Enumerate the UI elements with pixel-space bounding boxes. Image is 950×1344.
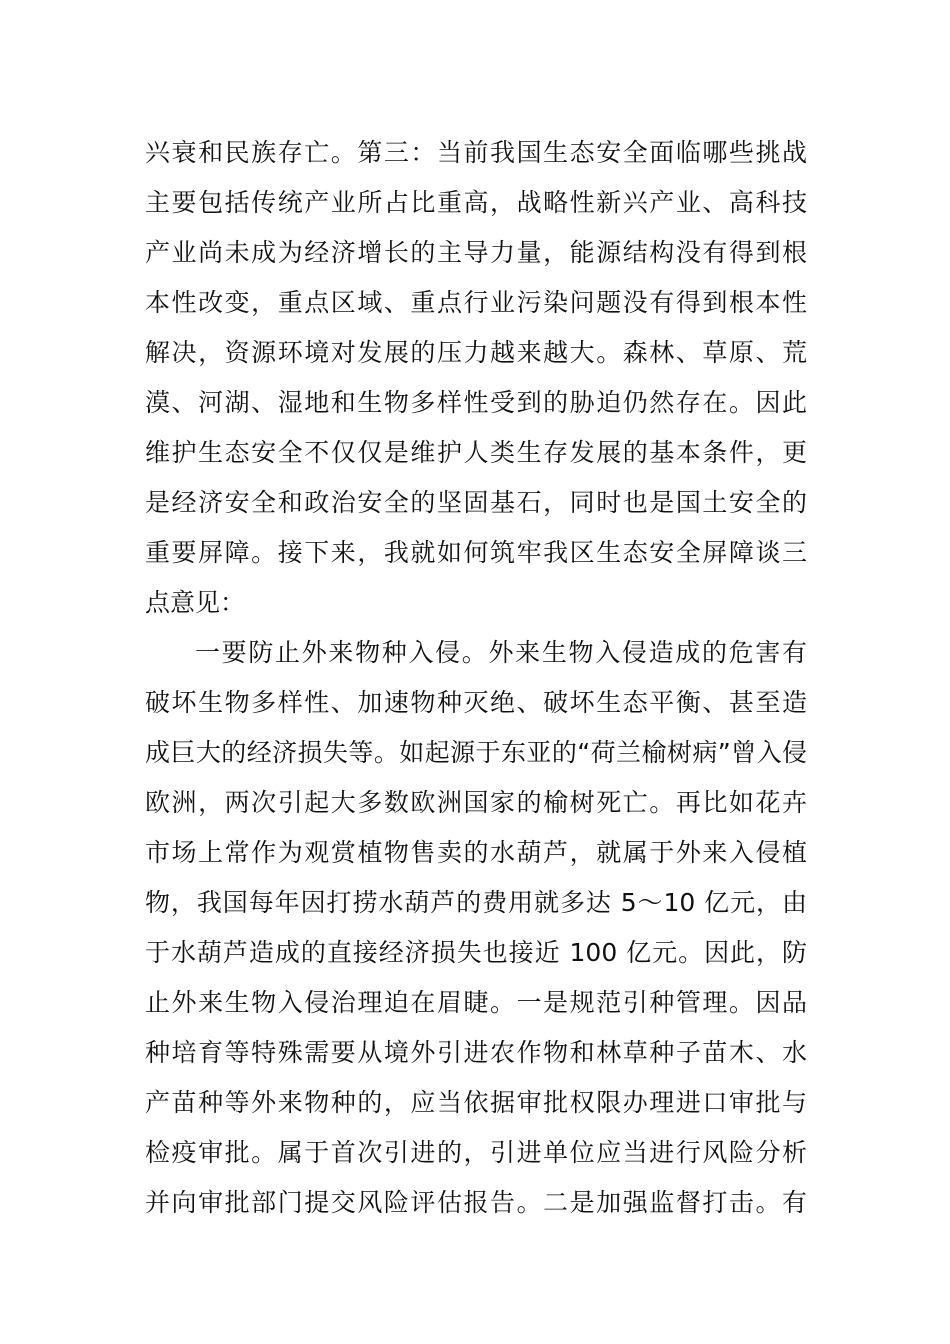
text-line: 产业尚未成为经济增长的主导力量，能源结构没有得到根 — [145, 238, 807, 267]
text-line: 本性改变，重点区域、重点行业污染问题没有得到根本性 — [145, 288, 807, 317]
text-line: 成巨大的经济损失等。如起源于东亚的“荷兰榆树病”曾入侵 — [145, 738, 807, 767]
text-line: 主要包括传统产业所占比重高，战略性新兴产业、高科技 — [145, 188, 807, 217]
text-line: 破坏生物多样性、加速物种灭绝、破坏生态平衡、甚至造 — [145, 688, 807, 717]
text-line: 市场上常作为观赏植物售卖的水葫芦，就属于外来入侵植 — [145, 838, 807, 867]
text-line: 于水葫芦造成的直接经济损失也接近 100 亿元。因此，防 — [145, 938, 807, 967]
text-line: 维护生态安全不仅仅是维护人类生存发展的基本条件，更 — [145, 438, 807, 467]
text-line: 重要屏障。接下来，我就如何筑牢我区生态安全屏障谈三 — [145, 538, 807, 567]
text-line: 并向审批部门提交风险评估报告。二是加强监督打击。有 — [145, 1188, 807, 1217]
text-line: 种培育等特殊需要从境外引进农作物和林草种子苗木、水 — [145, 1038, 807, 1067]
text-line: 兴衰和民族存亡。第三：当前我国生态安全面临哪些挑战 — [145, 138, 807, 167]
text-line: 检疫审批。属于首次引进的，引进单位应当进行风险分析 — [145, 1138, 807, 1167]
text-line: 欧洲，两次引起大多数欧洲国家的榆树死亡。再比如花卉 — [145, 788, 807, 817]
text-line: 止外来生物入侵治理迫在眉睫。一是规范引种管理。因品 — [145, 988, 807, 1017]
text-line: 点意见： — [145, 588, 246, 617]
text-line: 解决，资源环境对发展的压力越来越大。森林、草原、荒 — [145, 338, 807, 367]
text-line: 漠、河湖、湿地和生物多样性受到的胁迫仍然存在。因此 — [145, 388, 807, 417]
text-line: 是经济安全和政治安全的坚固基石，同时也是国土安全的 — [145, 488, 807, 517]
paragraph-first-line: 一要防止外来物种入侵。外来生物入侵造成的危害有 — [195, 638, 807, 667]
body-text — [145, 128, 807, 1228]
text-line: 物，我国每年因打捞水葫芦的费用就多达 5～10 亿元，由 — [145, 888, 807, 917]
text-line: 产苗种等外来物种的，应当依据审批权限办理进口审批与 — [145, 1088, 807, 1117]
